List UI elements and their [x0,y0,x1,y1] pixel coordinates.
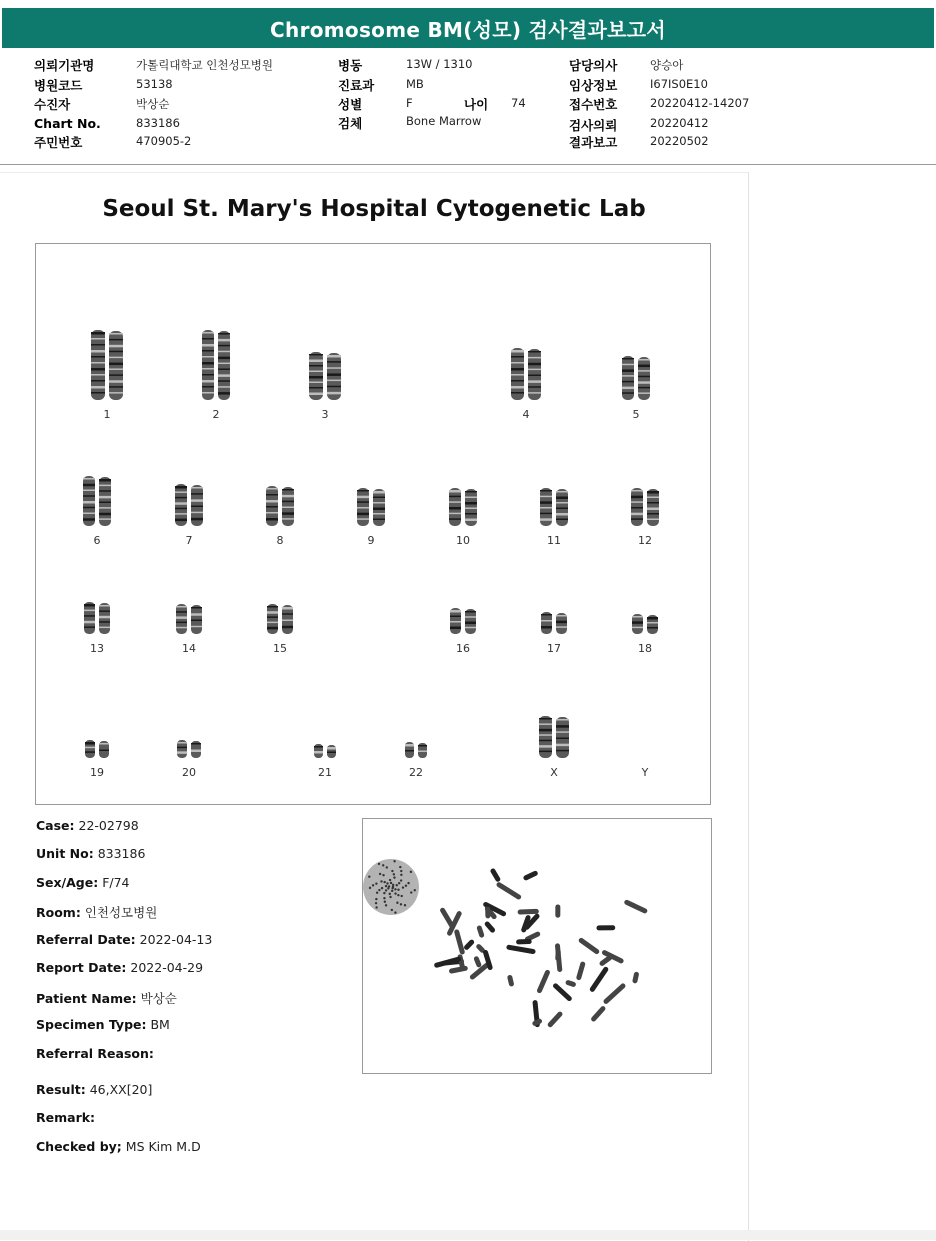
info-value: MB [406,77,424,91]
metaphase-chromosome [476,925,485,938]
metaphase-chromosome [439,907,455,929]
nucleus-texture [375,898,377,900]
chromosome-pair-7 [175,484,203,526]
chromosome-label: 1 [103,408,111,421]
chromosome-pair-13 [84,602,110,634]
case-field-checked-by: Checked by; MS Kim M.D [36,1139,201,1154]
chromosome-pair-12 [631,488,659,526]
chromosome-pair-6 [83,476,111,526]
nucleus-texture [399,866,401,868]
chromosome-label: 22 [409,766,423,779]
info-label: 임상정보 [569,78,618,93]
metaphase-chromosome [623,899,648,914]
metaphase-chromosome [596,925,615,930]
metaphase-chromosome [516,939,532,945]
info-label: 주민번호 [34,135,83,150]
metaphase-chromosome [547,1011,564,1029]
chromosome-label: 18 [638,642,652,655]
nucleus-texture [379,873,381,875]
case-field-referral-date: Referral Date: 2022-04-13 [36,932,213,947]
case-field-sex-age: Sex/Age: F/74 [36,875,130,890]
chromosome-label: 21 [318,766,332,779]
info-value: 74 [511,96,526,110]
chromosome-label: 5 [632,408,640,421]
metaphase-chromosome [518,909,539,915]
nucleus-texture [407,882,409,884]
nucleus-texture [393,873,395,875]
chromosome-pair-22 [405,742,427,758]
nucleus-texture [394,911,396,913]
chromosome-label: Y [641,766,649,779]
nucleus-texture [400,879,402,881]
nucleus-texture [391,890,393,892]
chromosome-pair-16 [450,608,476,634]
info-label: 진료과 [338,78,375,93]
info-value: 53138 [136,77,173,91]
chromosome-label: 20 [182,766,196,779]
case-field-remark: Remark: [36,1110,96,1125]
case-field-case: Case: 22-02798 [36,818,139,833]
info-value: 가톨릭대학교 인천성모병원 [136,58,273,72]
chromosome-label: 6 [93,534,101,547]
chromosome-pair-4 [511,348,541,400]
chromosome-label: 9 [367,534,375,547]
info-label: 성별 [338,97,363,112]
nucleus-texture [369,887,371,889]
info-value: 833186 [136,116,180,130]
nucleus-texture [376,892,378,894]
nucleus-texture [378,863,380,865]
info-value: 양승아 [650,58,684,72]
nucleus-texture [387,887,389,889]
nucleus-texture [368,876,370,878]
nucleus-texture [391,909,393,911]
chromosome-pair-11 [540,488,568,526]
info-value: I67IS0E10 [650,77,708,91]
metaphase-chromosome [565,979,577,987]
chromosome-label: 17 [547,642,561,655]
nucleus-texture [381,887,383,889]
nucleus-texture [393,860,395,862]
nucleus-texture [383,881,385,883]
report-title-bar [2,8,934,48]
nucleus-texture [375,902,377,904]
chromosome-pair-X [539,716,569,758]
info-value: F [406,96,413,110]
info-value: 20220412-14207 [650,96,750,110]
lab-title: Seoul St. Mary's Hospital Cytogenetic Lab [102,196,646,222]
metaphase-chromosome [473,956,482,969]
case-field-result: Result: 46,XX[20] [36,1082,153,1097]
report-title: Chromosome BM(성모) 검사결과보고서 [270,17,666,42]
info-value: 20220412 [650,116,709,130]
chromosome-label: 13 [90,642,104,655]
page-bottom-strip [0,1230,936,1240]
chromosome-pair-10 [449,488,477,526]
metaphase-chromosome [496,881,523,900]
nucleus-texture [385,885,387,887]
info-label: 검사의뢰 [569,118,618,133]
nucleus-texture [389,896,391,898]
info-label: 의뢰기관명 [34,58,95,73]
nucleus-texture [404,904,406,906]
chromosome-pair-8 [266,486,294,526]
nucleus-texture [392,884,394,886]
chromosome-pair-19 [85,740,109,758]
metaphase-chromosome [555,904,560,917]
nucleus-texture [391,870,393,872]
case-field-patient-name: Patient Name: 박상순 [36,991,177,1006]
nucleus-texture [383,892,385,894]
metaphase-chromosome [484,920,496,933]
chromosome-label: 19 [90,766,104,779]
nucleus-texture [391,887,393,889]
case-field-room: Room: 인천성모병원 [36,905,158,920]
metaphase-spread-graphic [363,819,711,1073]
nucleus-texture [386,866,388,868]
nucleus-texture [382,874,384,876]
nucleus-texture [400,874,402,876]
nucleus-texture [382,864,384,866]
metaphase-image [362,818,712,1074]
chromosome-label: 12 [638,534,652,547]
case-field-report-date: Report Date: 2022-04-29 [36,960,204,975]
nucleus-texture [383,897,385,899]
nucleus-texture [396,884,398,886]
nucleus-texture [375,882,377,884]
chromosome-label: 16 [456,642,470,655]
chromosome-pair-17 [541,612,567,634]
case-field-referral-reason: Referral Reason: [36,1046,154,1061]
metaphase-chromosome [454,929,466,955]
info-label: 수진자 [34,97,71,112]
info-label: 나이 [464,97,489,112]
chromosome-label: 8 [276,534,284,547]
chromosome-label: 3 [321,408,329,421]
nucleus-texture [389,879,391,881]
nucleus-texture [396,902,398,904]
nucleus-texture [402,886,404,888]
metaphase-chromosome [536,969,551,994]
metaphase-chromosome [590,1005,606,1022]
chromosome-pair-3 [309,352,341,400]
karyogram-graphic [36,244,712,806]
nucleus-texture [400,870,402,872]
chromosome-label: 11 [547,534,561,547]
chromosome-label: X [550,766,558,779]
chromosome-pair-15 [267,604,293,634]
chromosome-pair-1 [91,330,123,400]
info-value: 박상순 [136,97,170,111]
nucleus-texture [385,889,387,891]
metaphase-chromosome [602,982,626,1005]
nucleus-texture [390,882,392,884]
chromosome-label: 14 [182,642,196,655]
metaphase-chromosome [632,971,639,983]
nucleus-texture [386,882,388,884]
karyotype-image [35,243,711,805]
metaphase-chromosome [523,870,539,881]
nucleus-texture [410,871,412,873]
nucleus-texture [398,882,400,884]
info-value: 13W / 1310 [406,57,473,71]
metaphase-chromosome [449,965,469,974]
chromosome-pair-21 [314,744,336,758]
header-divider [0,164,936,165]
info-label: 병동 [338,58,363,73]
metaphase-chromosome [555,949,561,961]
chromosome-pair-14 [176,604,202,634]
info-label: 접수번호 [569,97,618,112]
info-label: Chart No. [34,116,101,131]
info-label: 병원코드 [34,78,83,93]
metaphase-chromosome [506,944,536,954]
nucleus-texture [397,889,399,891]
patient-info-panel [0,48,936,166]
nucleus-texture [414,889,416,891]
nucleus-texture [397,894,399,896]
chromosome-label: 4 [522,408,530,421]
nucleus-texture [394,892,396,894]
info-label: 담당의사 [569,58,618,73]
chromosome-pair-20 [177,740,201,758]
metaphase-chromosome [578,937,601,955]
metaphase-chromosome [485,907,490,919]
metaphase-chromosome [589,966,609,993]
info-value: 20220502 [650,134,709,148]
chromosome-label: 7 [185,534,193,547]
info-value: 470905-2 [136,134,192,148]
chromosome-label: 2 [212,408,220,421]
nucleus-texture [375,906,377,908]
metaphase-chromosome [463,939,475,951]
nucleus-texture [372,884,374,886]
chromosome-pair-5 [622,356,650,400]
nucleus-texture [384,901,386,903]
info-label: 결과보고 [569,135,618,150]
nucleus-texture [400,903,402,905]
nucleus-texture [394,888,396,890]
nucleus-texture [380,880,382,882]
info-label: 검체 [338,116,363,131]
case-field-unit-no: Unit No: 833186 [36,846,146,861]
nucleus-texture [401,895,403,897]
chromosome-pair-18 [632,614,658,634]
nucleus-texture [405,885,407,887]
chromosome-label: 15 [273,642,287,655]
chromosome-pair-2 [202,330,230,400]
nucleus-texture [410,891,412,893]
info-value: Bone Marrow [406,114,482,128]
nucleus-texture [393,876,395,878]
metaphase-chromosome [490,868,502,883]
chromosome-label: 10 [456,534,470,547]
nucleus-texture [385,904,387,906]
metaphase-chromosome [576,961,586,981]
metaphase-chromosome [507,974,515,986]
nucleus-texture [389,893,391,895]
chromosome-pair-9 [357,488,385,526]
nucleus-texture [378,889,380,891]
interphase-nucleus [363,859,419,915]
case-field-specimen-type: Specimen Type: BM [36,1017,170,1032]
